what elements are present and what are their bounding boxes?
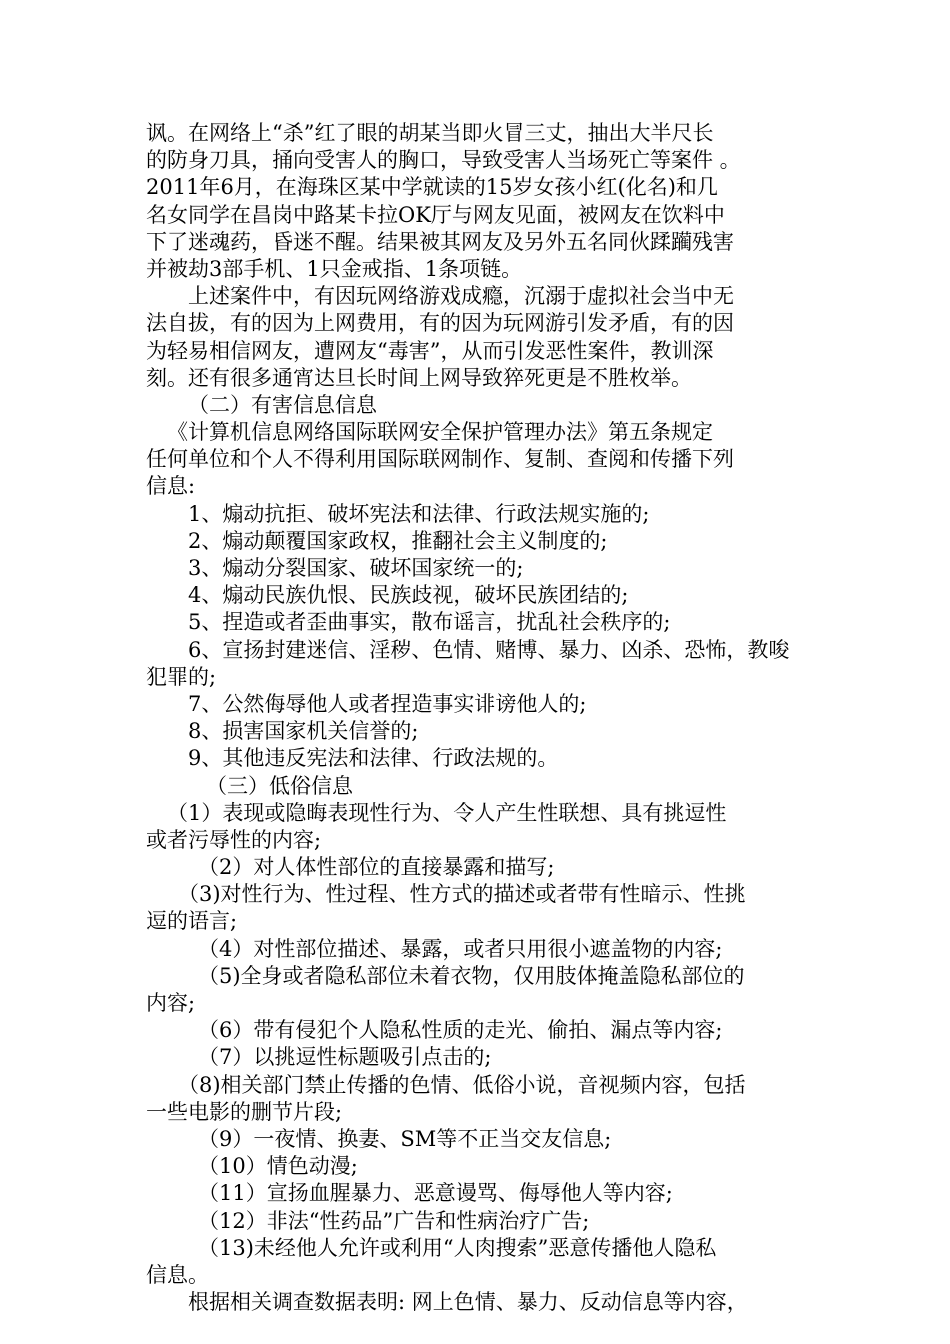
list-item: （11）宣扬血腥暴力、恶意谩骂、侮辱他人等内容;: [198, 1181, 673, 1206]
list-item: （5)全身或者隐私部位未着衣物，仅用肢体掩盖隐私部位的: [198, 963, 745, 988]
list-item: 6、宣扬封建迷信、淫秽、色情、赌博、暴力、凶杀、恐怖，教唆: [188, 637, 790, 662]
paragraph-line: 为轻易相信网友，遭网友“毒害”，从而引发恶性案件，教训深: [146, 338, 714, 363]
paragraph-line: 并被劫3部手机、1只金戒指、1条项链。: [146, 256, 523, 281]
list-item: （4）对性部位描述、暴露，或者只用很小遮盖物的内容;: [198, 936, 723, 961]
list-item: （13)未经他人允许或利用“人肉搜索”恶意传播他人隐私: [198, 1235, 717, 1260]
list-item-continuation: 一些电影的删节片段;: [146, 1099, 343, 1124]
paragraph-line: 《计算机信息网络国际联网安全保护管理办法》第五条规定: [167, 420, 713, 445]
list-item-continuation: 信息。: [146, 1262, 209, 1287]
section-heading: （二）有害信息信息: [188, 392, 377, 417]
list-item: （7）以挑逗性标题吸引点击的;: [198, 1045, 492, 1070]
list-item: 5、捏造或者歪曲事实，散布谣言，扰乱社会秩序的;: [188, 610, 671, 635]
list-item-continuation: 逗的语言;: [146, 909, 238, 934]
list-item: （8)相关部门禁止传播的色情、低俗小说，音视频内容，包括: [178, 1072, 746, 1097]
paragraph-line: 2011年6月，在海珠区某中学就读的15岁女孩小红(化名)和几: [146, 175, 718, 200]
section-heading: （三）低俗信息: [206, 773, 353, 798]
paragraph-line: 刻。还有很多通宵达旦长时间上网导致猝死更是不胜枚举。: [146, 365, 692, 390]
list-item: （10）情色动漫;: [198, 1154, 358, 1179]
list-item-continuation: 或者污辱性的内容;: [146, 827, 322, 852]
list-item: （9）一夜情、换妻、SM等不正当交友信息;: [198, 1126, 612, 1151]
list-item: 3、煽动分裂国家、破坏国家统一的;: [188, 556, 524, 580]
list-item: 8、损害国家机关信誉的;: [188, 719, 419, 744]
list-item: （2）对人体性部位的直接暴露和描写;: [198, 855, 555, 880]
paragraph-line: 根据相关调查数据表明: 网上色情、暴力、反动信息等内容，: [188, 1290, 748, 1315]
list-item: （6）带有侵犯个人隐私性质的走光、偷拍、漏点等内容;: [198, 1018, 723, 1043]
list-item: （3)对性行为、性过程、性方式的描述或者带有性暗示、性挑: [178, 882, 746, 907]
list-item-continuation: 内容;: [146, 991, 196, 1015]
list-item: （12）非法“性药品”广告和性病治疗广告;: [198, 1208, 590, 1233]
list-item: 9、其他违反宪法和法律、行政法规的。: [188, 746, 559, 771]
paragraph-line: 任何单位和个人不得利用国际联网制作、复制、查阅和传播下列: [146, 447, 734, 472]
list-item: 4、煽动民族仇恨、民族歧视，破坏民族团结的;: [188, 583, 629, 608]
document-body: [146, 120, 810, 1316]
list-item: （1）表现或隐晦表现性行为、令人产生性联想、具有挑逗性: [167, 800, 727, 825]
paragraph-line: 讽。在网络上“杀”红了眼的胡某当即火冒三丈，抽出大半尺长: [146, 121, 714, 145]
paragraph-line: 上述案件中，有因玩网络游戏成瘾，沉溺于虚拟社会当中无: [188, 284, 734, 309]
paragraph-line: 信息:: [146, 474, 196, 499]
list-item: 7、公然侮辱他人或者捏造事实诽谤他人的;: [188, 691, 587, 716]
list-item: 2、煽动颠覆国家政权，推翻社会主义制度的;: [188, 528, 608, 553]
paragraph-line: 下了迷魂药，昏迷不醒。结果被其网友及另外五名同伙蹂躏残害: [146, 229, 734, 254]
list-item: 1、煽动抗拒、破坏宪法和法律、行政法规实施的;: [188, 501, 650, 526]
paragraph-line: 的防身刀具，捅向受害人的胸口，导致受害人当场死亡等案件 。: [146, 148, 741, 173]
paragraph-line: 名女同学在昌岗中路某卡拉OK厅与网友见面，被网友在饮料中: [146, 202, 725, 227]
paragraph-line: 法自拔，有的因为上网费用，有的因为玩网游引发矛盾，有的因: [146, 311, 734, 336]
list-item-continuation: 犯罪的;: [146, 664, 217, 689]
